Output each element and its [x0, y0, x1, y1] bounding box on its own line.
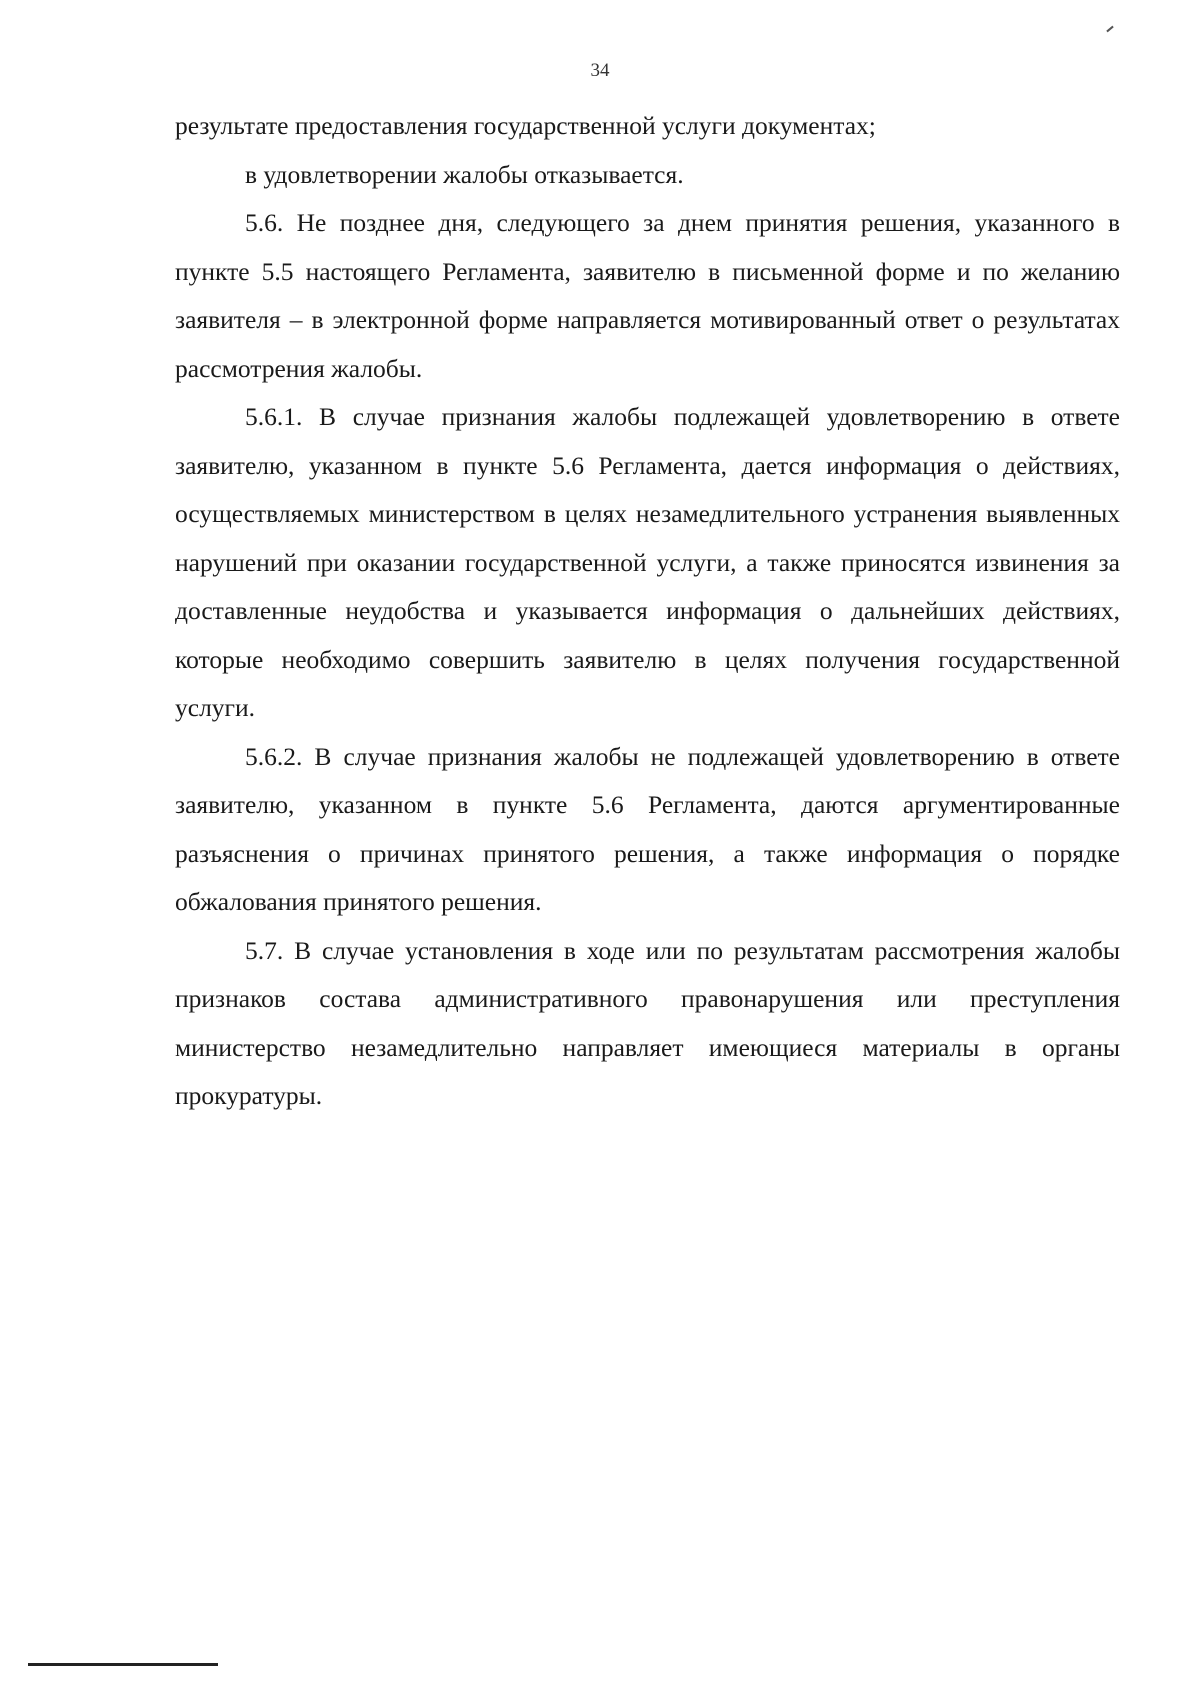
paragraph-5-6-1: 5.6.1. В случае признания жалобы подлежащей удовлетворению в ответе заявителю, указанном в пункте 5.6 Регламента, дается информация о действиях, осуществляемых министерством в целях незамедлительного устранения выявленных нарушений при оказании государственной услуги, а также приносятся извинения за доставленные неудобства и указывается информация о дальнейших действиях, которые необходимо совершить заявителю в целях получения государственной услуги. — [175, 402, 1120, 722]
document-body — [175, 102, 1120, 1121]
paragraph-5-7: 5.7. В случае установления в ходе или по результатам рассмотрения жалобы признаков состава административного правонарушения или преступления министерство незамедлительно направляет имеющиеся материалы в органы прокуратуры. — [175, 935, 1120, 1110]
paragraph-continuation: результате предоставления государственной услуги документах; — [175, 111, 876, 140]
scan-artifact-mark — [1106, 26, 1113, 33]
paragraph-refusal: в удовлетворении жалобы отказывается. — [245, 159, 684, 189]
page-number: 34 — [590, 60, 610, 81]
paragraph-5-6: 5.6. Не позднее дня, следующего за днем принятия решения, указанного в пункте 5.5 настоящего Регламента, заявителю в письменной форме и по желанию заявителя – в электронной форме направляется мотивированный ответ о результатах рассмотрения жалобы. — [175, 208, 1120, 383]
footer-rule — [28, 1663, 218, 1666]
paragraph-5-6-2: 5.6.2. В случае признания жалобы не подлежащей удовлетворению в ответе заявителю, указанном в пункте 5.6 Регламента, даются аргументированные разъяснения о причинах принятого решения, а также информация о порядке обжалования принятого решения. — [175, 741, 1120, 916]
